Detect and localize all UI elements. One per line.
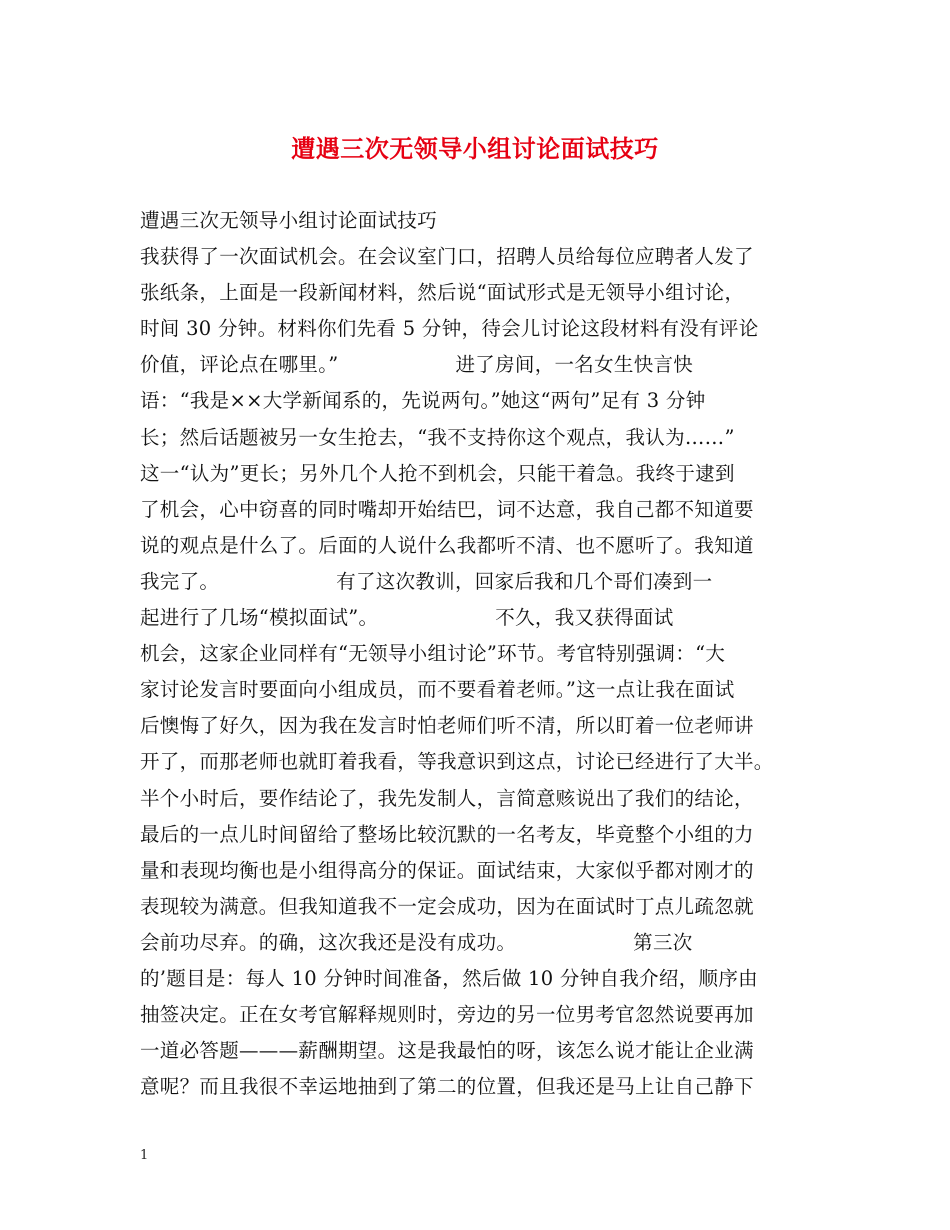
document-title: 遭遇三次无领导小组讨论面试技巧 [291,134,659,163]
text-line: 一道必答题———薪酬期望。这是我最怕的呀，该怎么说才能让企业满 [140,1039,754,1063]
page-number: 1 [140,1148,149,1163]
text-line: 长；然后话题被另一女生抢去，“我不支持你这个观点，我认为……” [140,425,735,449]
text-line: 开了，而那老师也就盯着我看，等我意识到这点，讨论已经进行了大半。 [140,750,774,774]
text-line: 我获得了一次面试机会。在会议室门口，招聘人员给每位应聘者人发了 [140,245,754,269]
text-line: 的’题目是：每人 10 分钟时间准备，然后做 10 分钟自我介绍，顺序由 [140,966,758,990]
text-line: 会前功尽弃。的确，这次我还是没有成功。 第三次 [140,930,693,954]
text-line: 张纸条，上面是一段新闻材料，然后说“面试形式是无领导小组讨论， [140,281,745,305]
text-line: 这一“认为”更长；另外几个人抢不到机会，只能干着急。我终于逮到 [140,461,735,485]
text-line: 语：“我是××大学新闻系的，先说两句。”她这“两句”足有 3 分钟 [140,389,706,413]
text-line: 后懊悔了好久，因为我在发言时怕老师们听不清，所以盯着一位老师讲 [140,714,754,738]
text-line: 半个小时后，要作结论了，我先发制人，言简意赅说出了我们的结论， [140,786,754,810]
body-text [140,203,825,1105]
text-line: 了机会，心中窃喜的同时嘴却开始结巴，词不达意，我自己都不知道要 [140,497,754,521]
text-line: 最后的一点儿时间留给了整场比较沉默的一名考友，毕竟整个小组的力 [140,822,754,846]
text-line: 我完了。 有了这次教训，回家后我和几个哥们凑到一 [140,569,713,593]
text-line: 遭遇三次无领导小组讨论面试技巧 [140,209,438,232]
text-line: 量和表现均衡也是小组得高分的保证。面试结束，大家似乎都对刚才的 [140,858,754,882]
text-line: 机会，这家企业同样有“无领导小组讨论”环节。考官特别强调：“大 [140,642,726,666]
text-line: 说的观点是什么了。后面的人说什么我都听不清、也不愿听了。我知道 [140,533,754,557]
text-line: 时间 30 分钟。材料你们先看 5 分钟，待会儿讨论这段材料有没有评论 [140,317,759,341]
text-line: 家讨论发言时要面向小组成员，而不要看着老师。”这一点让我在面试 [140,678,735,702]
text-line: 价值，评论点在哪里。” 进了房间，一名女生快言快 [140,353,694,377]
text-line: 起进行了几场“模拟面试”。 不久，我又获得面试 [140,606,674,630]
text-line: 表现较为满意。但我知道我不一定会成功，因为在面试时丁点儿疏忽就 [140,894,754,918]
text-line: 抽签决定。正在女考官解释规则时，旁边的另一位男考官忽然说要再加 [140,1003,754,1027]
text-line: 意呢？而且我很不幸运地抽到了第二的位置，但我还是马上让自己静下 [140,1075,754,1099]
